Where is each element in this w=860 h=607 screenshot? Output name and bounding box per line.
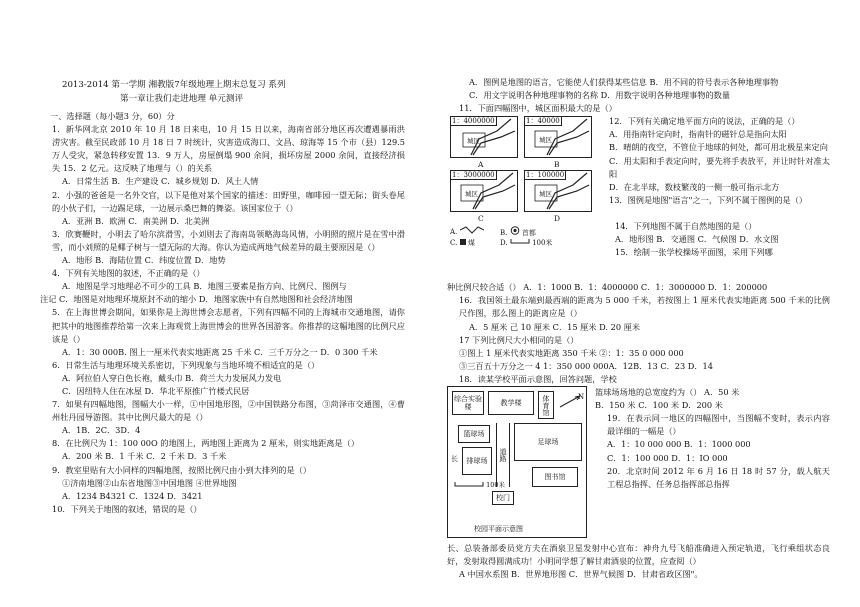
scale-bar-icon bbox=[510, 238, 530, 245]
q14-options: A．地形图 B．交通图 C．气候图 D．水文图 bbox=[615, 234, 779, 245]
road: 道路 bbox=[496, 423, 510, 487]
question-17: 17 下列比例尺大小相同的是（） bbox=[459, 334, 579, 345]
q16-options: A．5 厘米 己 10 厘米 C．15 厘米 D. 20 厘米 bbox=[469, 321, 641, 332]
section-heading: 一、选择题（每小题3 分，60）分 bbox=[50, 111, 175, 121]
question-6: 6．日常生活与地理环境关系密切，下列现象与当地环境不相适宜的是（） bbox=[52, 359, 320, 370]
q12-option-d: D．在北半球，数枝繁茂的一侧一般可指示北方 bbox=[609, 181, 780, 192]
library: 图书馆 bbox=[532, 467, 578, 487]
question-13: 13．图例是地图"语言"之一，下列不属于图例的是（） bbox=[609, 194, 808, 205]
school-gate: 校门 bbox=[492, 491, 514, 505]
question-19: 19．在表示同一地区的四幅图中，当图幅不变时，表示内容最详细的一幅是（） bbox=[607, 413, 830, 437]
q15-options: 种比例尺较合适（） A．1：1000 B．1：4000000 C．1：3000000 D．1：200000 bbox=[447, 282, 768, 293]
north-label: N bbox=[578, 393, 585, 402]
map-a-scale: 1：4000000 bbox=[452, 117, 495, 126]
legend-c bbox=[450, 237, 475, 250]
map-a-label: A bbox=[478, 160, 484, 170]
legend-d-letter: D. bbox=[500, 239, 508, 248]
left-column bbox=[40, 110, 405, 516]
legend-d-text: 100米 bbox=[532, 239, 553, 248]
q7-options: A．1B．2C．3D．4 bbox=[62, 425, 141, 436]
q1-options: A．日常生活 B．生产建设 C．城乡规划 D．风土人情 bbox=[62, 176, 259, 187]
q17-items-a: ①图上 1 厘米代表实地距离 350 千米 ②：1：35 0 000 000 bbox=[459, 347, 684, 358]
q18-continued: 篮球场场地的总宽度约为（） A．50 米 bbox=[595, 387, 740, 398]
football-field: 足球场 bbox=[514, 423, 582, 461]
map-d-scale: 1：100000 bbox=[526, 171, 565, 180]
q18-q20-block bbox=[447, 386, 830, 542]
question-3: 3．欣赛鞭时，小明去了哈尔滨滑雪，小刘则去了海南岛领略海岛风情，小明照的照片是在雪中滑雪，而小刘照的是椰子树与一望无际的大海。你认为造成两地气候差异的最主要原因是（） bbox=[52, 228, 405, 252]
map-a bbox=[450, 116, 518, 158]
q12-option-b: B．晴朗的夜空，不管位于地球的何处，都可用北极星来定向 bbox=[609, 142, 828, 153]
legend-c-letter: C. bbox=[450, 239, 458, 248]
legend-d bbox=[500, 237, 552, 250]
teaching-building: 教学楼 bbox=[488, 391, 534, 415]
question-9: 9．教室里贴有大小同样的四幅地图，按照比例尺由小到大排列的是（） bbox=[52, 464, 312, 475]
map-c bbox=[450, 170, 518, 212]
q18-q20-text bbox=[595, 386, 830, 491]
gymnasium: 体育馆 bbox=[538, 391, 554, 419]
question-20: 20．北京时间 2012 年 6 月 16 日 18 时 57 分，载人航天工程总指挥、任务总指挥部总指挥 bbox=[607, 465, 830, 489]
campus-plan-figure bbox=[447, 386, 587, 538]
question-8: 8．在比例尺为 1：100 00O 的地图上，两地图上距离为 2 厘米，则实地距离是（） bbox=[52, 438, 360, 449]
map-d-label: D bbox=[554, 214, 561, 224]
q20-options: A 中国水系图 B．世界地形图 C．世界气候图 D．甘肃省政区图"。 bbox=[459, 569, 703, 580]
north-arrow bbox=[558, 393, 584, 414]
q12-option-c: C．用太阳和手表定向时，要先将手表放平，并让时针对准太阳 bbox=[609, 155, 830, 179]
map-b-scale: 1：40000 bbox=[526, 117, 560, 126]
q4-options-b: 注记 C．地图是对地理环境原封不动的缩小 D．地图家族中有自然地图和社会经济地图 bbox=[40, 294, 353, 305]
map-c-city-label: 城区 bbox=[465, 190, 478, 199]
map-d-city-label: 城区 bbox=[539, 190, 552, 199]
q20-continued: 长、总装备部委员党方夫在酒泉卫星发射中心宣布：神舟九号飞船准确进入预定轨道，飞行乘组状态良好，发射取得圆满成功！小明同学想了解甘肃酒泉的位置，应查阅（） bbox=[447, 543, 830, 567]
doc-header-line2: 第一章让我们走进地理 单元测评 bbox=[120, 94, 244, 104]
legend-b-letter: B. bbox=[500, 229, 508, 238]
q10-options-b: C．用文字说明各种地理事物的名称 D．用数字说明各种地理事物的数量 bbox=[469, 90, 731, 101]
q9-options: A．1234 B4321 C．1324 D．3421 bbox=[62, 490, 203, 501]
map-b bbox=[524, 116, 592, 158]
question-5: 5．在上海世博会期间，如果你是上海世博会志愿者，下列有四幅不同的上海城市交通地图，请你把其中的地图推荐给第一次来上海观赏上海世博会的世界各国游客。你推荐的这幅地图的比例尺应该是（） bbox=[52, 307, 405, 344]
q10-options-a: A．图例是地图的语言，它能使人们获得某些信息 B．用不同的符号表示各种地理事物 bbox=[469, 77, 779, 87]
volleyball-court: 排球场 bbox=[462, 447, 492, 475]
q9-list: ①济南地图②山东省地图③中国地图 ④世界地图 bbox=[62, 477, 237, 488]
question-18: 18．读某学校平面示意图，回答问题，学校 bbox=[459, 373, 617, 384]
question-4: 4．下列有关地图的叙述，不正确的是（） bbox=[52, 268, 205, 279]
q18-options: B．150 米 C．100 米 D．200 米 bbox=[595, 400, 723, 411]
q6-options-a: A．阿拉伯人穿白色长袍，戴头巾 B．荷兰大力发展风力发电 bbox=[62, 372, 282, 383]
question-2: 2．小强的爸爸是一名外交官，以下是他对某个国家的描述：田野里，咖啡园一望无际；街头卷尾的小伙子们，一边踢足球，一边展示桑巴舞的舞姿。该国家位于（） bbox=[52, 189, 405, 213]
question-7: 7．如果有四幅地图，图幅大小一样，①中国地形图，②中国铁路分布图，③菏泽市交通图，④曹州牡丹园导游图。其中比例尺最大的是（） bbox=[52, 399, 405, 423]
question-15: 15．绘制一张学校操场平面图，采用下列哪 bbox=[615, 247, 773, 258]
q2-options: A．亚洲 B．欧洲 C．南美洲 D．北美洲 bbox=[62, 215, 210, 226]
q5-options: A．1：30 000B. 图上一厘米代表实地距离 25 千米 C．三千万分之一 D．0 300 千米 bbox=[62, 346, 378, 357]
q17-items-b: ③三百五十万分之一 4 1：350 000 000A．12B．13 C．23 D．14 bbox=[459, 360, 713, 371]
doc-header-line1: 2013-2014 第一学期 湘教版7年级地理上期末总复习 系列 bbox=[62, 80, 286, 90]
map-c-label: C bbox=[478, 214, 484, 224]
capital-symbol-icon bbox=[510, 226, 520, 235]
map-d bbox=[524, 170, 592, 212]
legend-b-text: 首都 bbox=[521, 229, 536, 238]
question-12: 12．下列有关确定地平面方向的说法，正确的是（） bbox=[609, 116, 800, 127]
campus-scale bbox=[454, 479, 505, 492]
q12-option-a: A．用指南针定向时，指南针的磁针总是指向太阳 bbox=[609, 129, 787, 140]
map-a-drawing bbox=[451, 117, 517, 157]
q8-options: A．200 米 B．1 千米 C．2 千米 D．3 千米 bbox=[62, 451, 227, 462]
map-b-city-label: 城区 bbox=[539, 136, 552, 145]
length-label: 长 bbox=[451, 455, 458, 464]
basketball-court: 篮球场 bbox=[458, 425, 490, 443]
campus-scale-bar-icon bbox=[454, 481, 484, 487]
q12-q13-text bbox=[597, 115, 830, 259]
lab-building: 综合实验楼 bbox=[452, 391, 484, 415]
right-column bbox=[447, 76, 830, 581]
map-a-city-label: 城区 bbox=[467, 137, 480, 146]
legend-c-text: 煤 bbox=[467, 239, 475, 248]
q19-options-b: C．1：100 000 D．1：IO 000 bbox=[607, 452, 728, 463]
legend-a-letter: A. bbox=[450, 228, 458, 237]
q19-options-a: A．1：10 000 000 B．1：1000 000 bbox=[607, 439, 751, 450]
q4-options-a: A．地图是学习地理必不可少的工具 B．地图三要素是指方向、比例尺、图例与 bbox=[62, 281, 347, 292]
map-c-scale: 1：3000000 bbox=[452, 171, 495, 180]
question-16: 16．我国领土最东端到最西端的距离为 5 000 千米，若按图上 1 厘米代表实地距离 500 千米的比例尺作图，那么图上的距离应是（） bbox=[459, 295, 830, 319]
coal-symbol-icon bbox=[460, 239, 466, 245]
map-c-drawing bbox=[451, 171, 517, 211]
map-b-label: B bbox=[554, 160, 560, 170]
city-maps-figure bbox=[450, 116, 592, 246]
campus-caption: 校园平面示意图 bbox=[474, 525, 523, 534]
q3-options: A．地形 B．海陆位置 C．纬度位置 D．地势 bbox=[62, 255, 226, 266]
question-1: 1．新华网北京 2010 年 10 月 18 日来电，10 月 15 日以来，海南省部分地区再次遭遇暴雨洪涝灾害。截至民政部 10 月 18 日 7 时统计，灾害造成海口、文昌、琼海等 15 个市（县）129.5 万人受灾，紧急转移安置 13．9 万人，房屋倒塌 900 余间，损坏房屋 2000 余间，直接经济损失 15．2 亿元。这反映了地理与（）的关系 bbox=[52, 124, 405, 174]
campus-scale-label: 100米 bbox=[486, 481, 505, 490]
legend-a-symbol bbox=[460, 226, 484, 234]
question-14: 14．下列地图不属于自然地图的是（） bbox=[615, 220, 757, 231]
q6-options-b: C．因纽特人住在冰屋 D．华北平原推广竹楼式民居 bbox=[62, 385, 250, 396]
map-d-drawing bbox=[525, 171, 591, 211]
map-b-drawing bbox=[525, 117, 591, 157]
q11-q13-block bbox=[447, 115, 830, 281]
question-11: 11．下面四幅图中，城区面积最大的是（） bbox=[459, 103, 617, 114]
question-10: 10．下列关于地图的叙述，错误的是（） bbox=[52, 503, 202, 514]
